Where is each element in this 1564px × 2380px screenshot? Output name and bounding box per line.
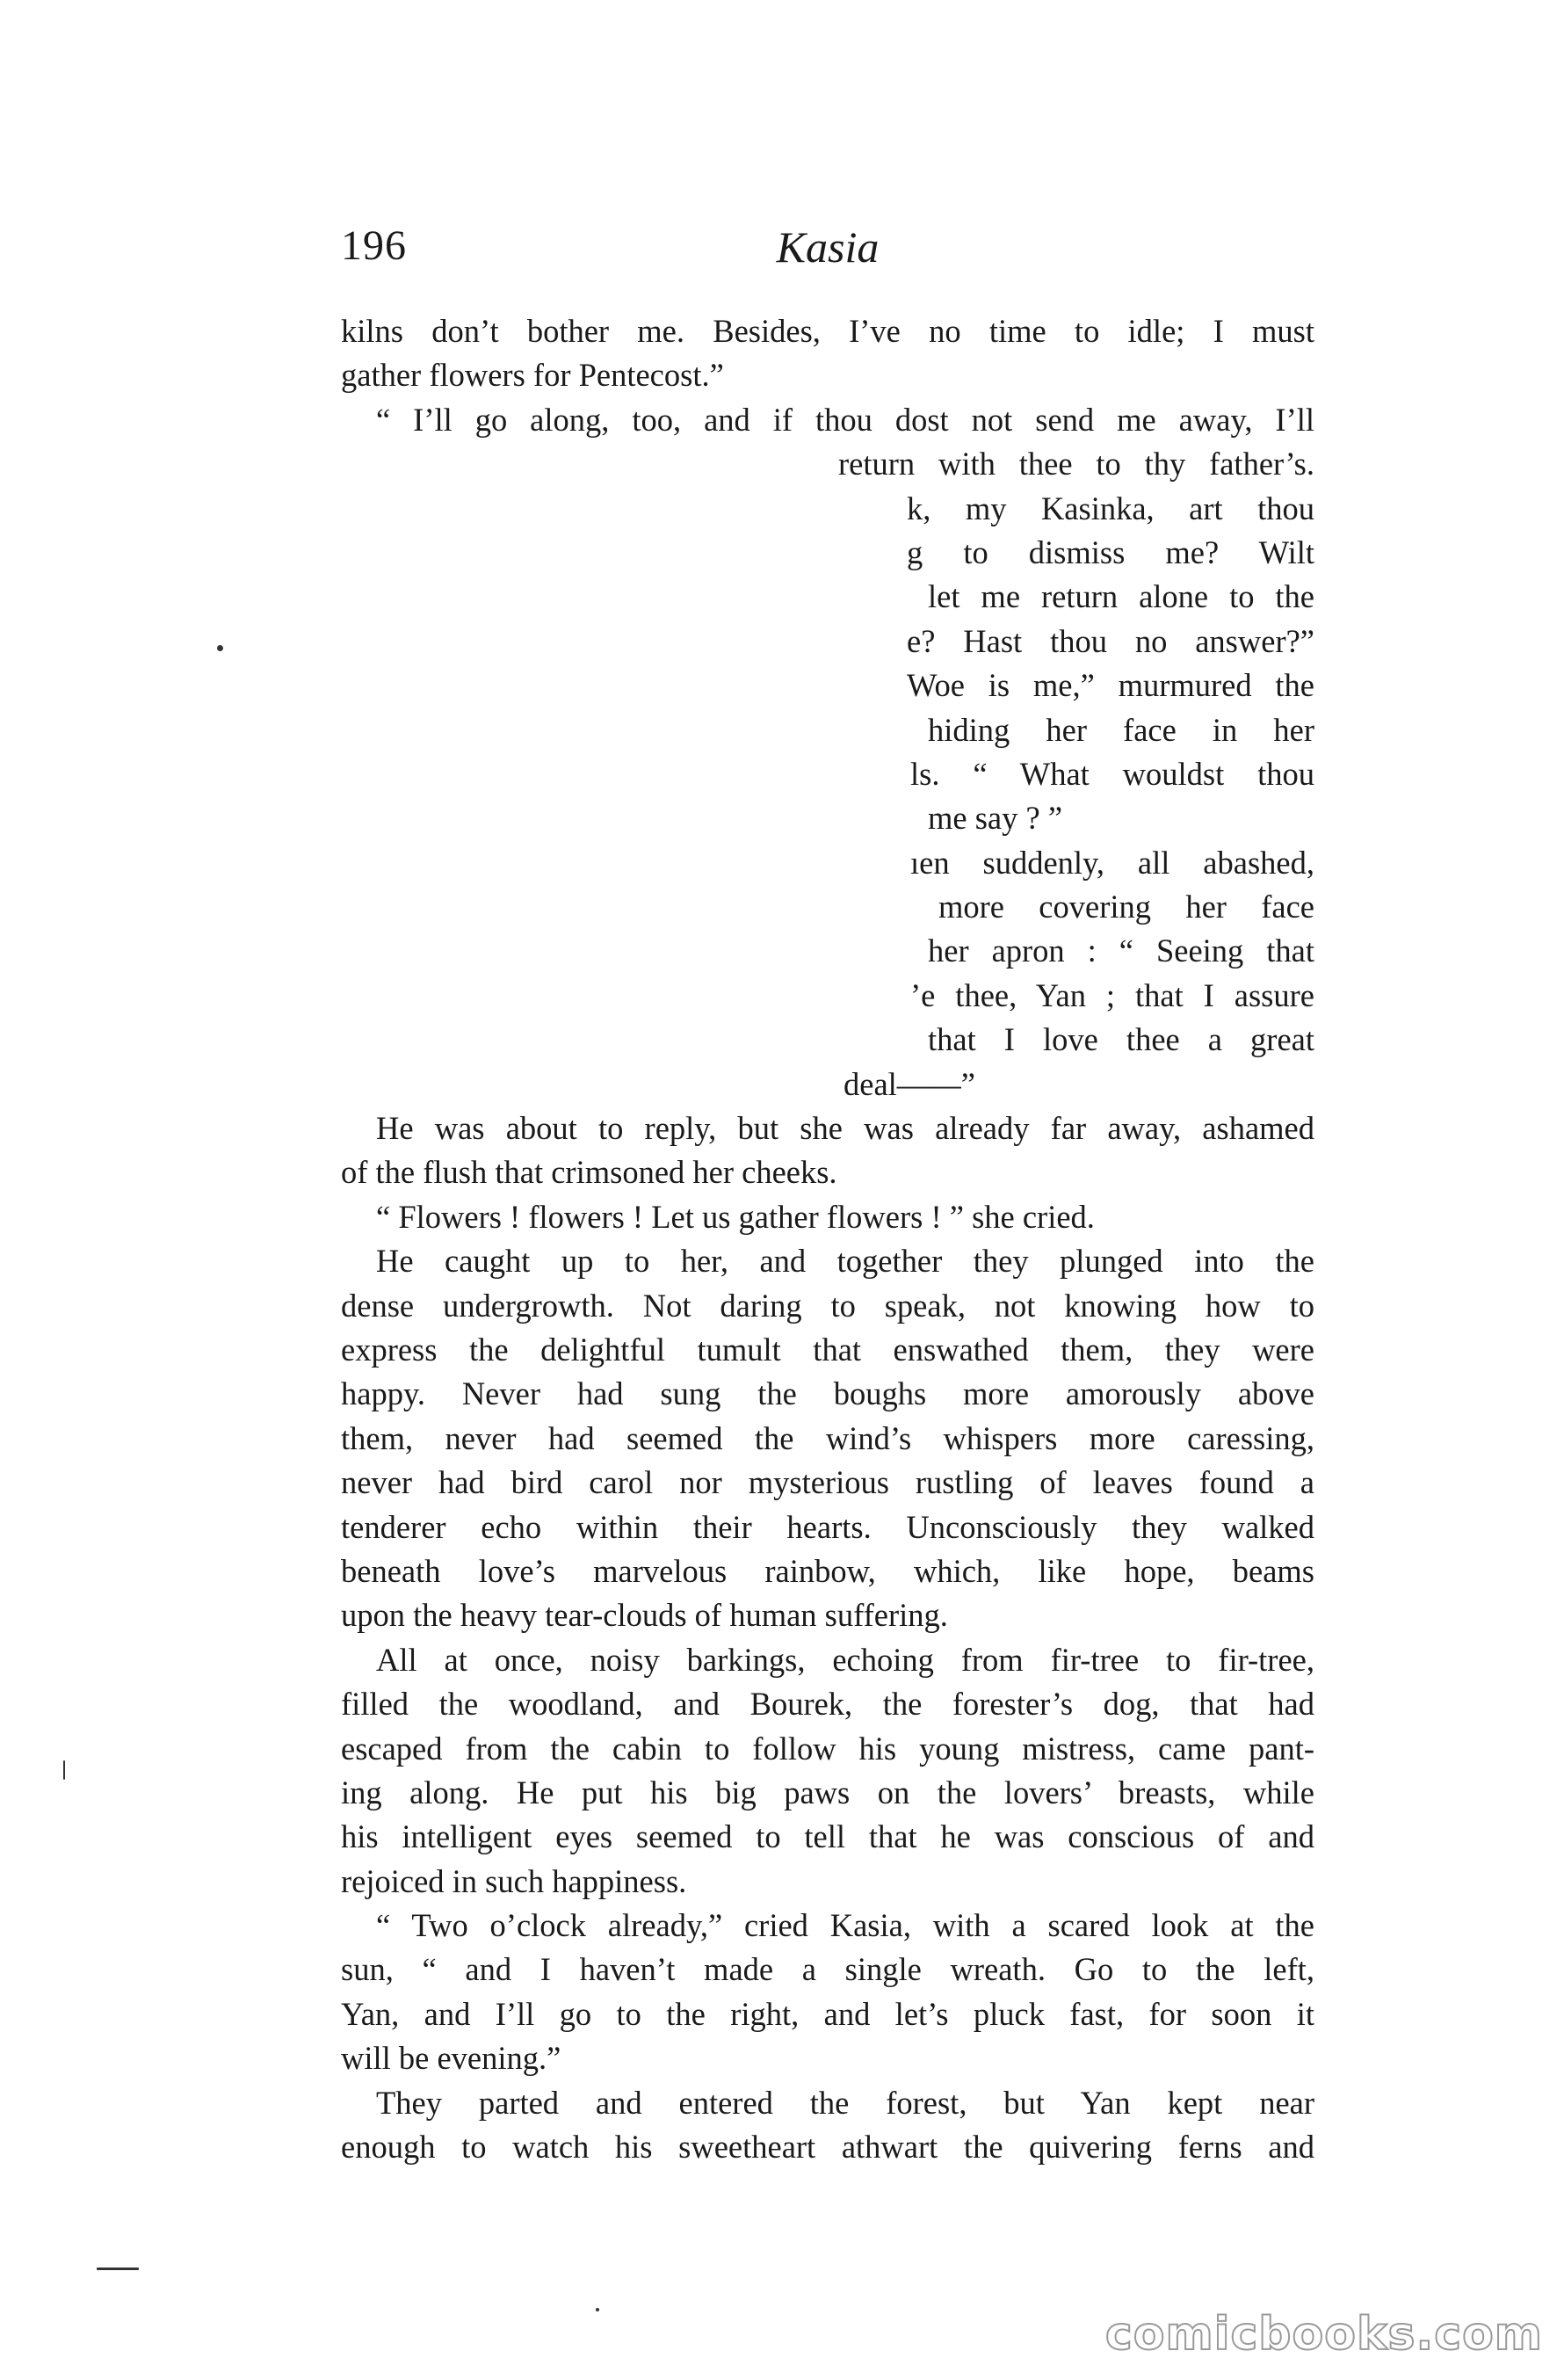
- running-title: Kasia: [776, 222, 880, 272]
- scan-speck: [63, 1760, 65, 1780]
- text-line: Woe is me,” murmured the: [907, 667, 1314, 704]
- text-line: never had bird carol nor mysterious rustling of leaves found a: [341, 1464, 1314, 1501]
- text-line: All at once, noisy barkings, echoing from fir-tree to fir-tree,: [376, 1641, 1314, 1678]
- scan-speck: [97, 2268, 139, 2270]
- text-line: sun, “ and I haven’t made a single wreath. Go to the left,: [341, 1951, 1314, 1988]
- text-line: them, never had seemed the wind’s whispers more caressing,: [341, 1419, 1314, 1456]
- text-line: enough to watch his sweetheart athwart the quivering ferns and: [341, 2129, 1314, 2166]
- text-line: rejoiced in such happiness.: [341, 1862, 687, 1899]
- text-line: ing along. He put his big paws on the lovers’ breasts, while: [341, 1774, 1314, 1810]
- text-line: They parted and entered the forest, but Yan kept near: [376, 2084, 1314, 2121]
- text-line: beneath love’s marvelous rainbow, which, like hope, beams: [341, 1552, 1314, 1589]
- text-line: “ I’ll go along, too, and if thou dost not send me away, I’ll: [376, 401, 1314, 438]
- text-line: let me return alone to the: [928, 578, 1314, 615]
- text-line: of the flush that crimsoned her cheeks.: [341, 1154, 837, 1191]
- text-line: hiding her face in her: [928, 711, 1314, 748]
- text-line: “ Two o’clock already,” cried Kasia, with a scared look at the: [376, 1907, 1314, 1944]
- text-line: He was about to reply, but she was already far away, ashamed: [376, 1110, 1314, 1147]
- text-line: more covering her face: [938, 889, 1314, 925]
- text-line: upon the heavy tear-clouds of human suffering.: [341, 1597, 948, 1634]
- page-number: 196: [341, 222, 407, 269]
- text-line: me say ? ”: [928, 800, 1063, 837]
- text-line: gather flowers for Pentecost.”: [341, 357, 724, 394]
- scan-speck: [596, 2308, 599, 2311]
- text-line: dense undergrowth. Not daring to speak, not knowing how to: [341, 1287, 1314, 1324]
- text-line: g to dismiss me? Wilt: [907, 533, 1314, 570]
- text-line: “ Flowers ! flowers ! Let us gather flowers ! ” she cried.: [376, 1198, 1095, 1235]
- scan-speck: [217, 645, 223, 651]
- text-line: will be evening.”: [341, 2040, 561, 2077]
- text-line: that I love thee a great: [928, 1021, 1314, 1058]
- watermark-logo: comicbooks.com: [1104, 2308, 1543, 2361]
- text-line: ıen suddenly, all abashed,: [910, 844, 1314, 881]
- text-line: ’e thee, Yan ; that I assure: [910, 976, 1314, 1013]
- text-line: e? Hast thou no answer?”: [907, 622, 1314, 659]
- text-line: ls. “ What wouldst thou: [910, 755, 1314, 792]
- text-line: happy. Never had sung the boughs more amorously above: [341, 1375, 1314, 1412]
- text-line: k, my Kasinka, art thou: [907, 490, 1314, 526]
- text-line: express the delightful tumult that enswathed them, they were: [341, 1331, 1314, 1368]
- text-line: kilns don’t bother me. Besides, I’ve no time to idle; I must: [341, 313, 1314, 349]
- text-line: escaped from the cabin to follow his young mistress, came pant-: [341, 1730, 1314, 1767]
- text-line: He caught up to her, and together they plunged into the: [376, 1243, 1314, 1280]
- text-line: return with thee to thy father’s.: [838, 446, 1314, 483]
- body-text: [341, 309, 1314, 2169]
- text-line: filled the woodland, and Bourek, the forester’s dog, that had: [341, 1686, 1314, 1723]
- page-header: [341, 221, 1314, 283]
- text-line: deal——”: [844, 1065, 975, 1102]
- text-line: tenderer echo within their hearts. Unconsciously they walked: [341, 1508, 1314, 1545]
- text-line: her apron : “ Seeing that: [928, 932, 1314, 969]
- text-line: his intelligent eyes seemed to tell that he was conscious of and: [341, 1818, 1314, 1855]
- text-line: Yan, and I’ll go to the right, and let’s pluck fast, for soon it: [341, 1995, 1314, 2032]
